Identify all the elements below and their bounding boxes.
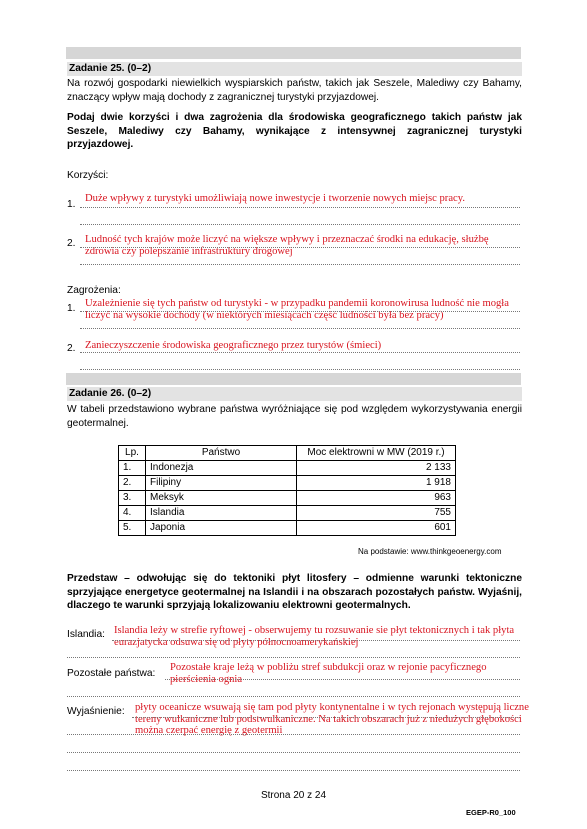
task25-instruction: Podaj dwie korzyści i dwa zagrożenia dla środowiska geograficznego takich państw jak Seszele, Malediwy czy Bahamy, wynikające z intensywnej zagranicznej turystyki przyjazdowej.: [67, 112, 522, 151]
answer-line: [80, 311, 520, 312]
benefit-2-number: 2.: [67, 238, 76, 249]
page-number: Strona 20 z 24: [260, 790, 327, 801]
task26-intro: W tabeli przedstawiono wybrane państwa wyróżniające się pod względem wykorzystywania energii geotermalnej.: [67, 404, 522, 429]
table-cell: 755: [297, 506, 456, 521]
task25-header: Zadanie 25. (0–2): [67, 62, 522, 76]
top-separator-bar: [66, 47, 521, 59]
middle-separator-bar: [66, 373, 521, 385]
answer-line: [80, 264, 520, 265]
others-answer: Pozostałe kraje leżą w pobliżu stref subdukcji oraz w rejonie pacyficznego pierścienia ognia: [170, 662, 487, 685]
table-cell: 963: [297, 491, 456, 506]
explanation-answer: płyty oceanicze wsuwają się tam pod płyty kontynentalne i w tych rejonach występują liczne tereny wulkaniczne lub podstwulkaniczne. Na takich obszarach już z niedużych głębokości można czerpać energię z geotermii: [135, 702, 529, 737]
iceland-answer: Islandia leży w strefie ryftowej - obserwujemy tu rozsuwanie sie płyt tektonicznych i tak płyta eurazjatycka odsuwa się od płyty północnoamerykańskiej: [114, 625, 515, 648]
table-cell: 5.: [119, 521, 146, 536]
table-cell: 4.: [119, 506, 146, 521]
answer-line: [67, 696, 520, 697]
explanation-label: Wyjaśnienie:: [67, 706, 125, 717]
answer-line: [80, 328, 520, 329]
table-header-cell: Państwo: [146, 446, 297, 461]
answer-line: [80, 207, 520, 208]
benefit-1-answer: Duże wpływy z turystyki umożliwiają nowe inwestycje i tworzenie nowych miejsc pracy.: [85, 193, 465, 204]
answer-line: [67, 752, 520, 753]
table-row: [119, 521, 456, 536]
exam-code: EGEP-R0_100: [466, 808, 516, 817]
table-header-cell: Lp.: [119, 446, 146, 461]
table-cell: Indonezja: [146, 461, 297, 476]
table-cell: 3.: [119, 491, 146, 506]
threat-2-number: 2.: [67, 343, 76, 354]
answer-line: [80, 247, 520, 248]
task25-intro: Na rozwój gospodarki niewielkich wyspiarskich państw, takich jak Seszele, Malediwy czy Bahamy, znaczący wpływ mają dochody z zagranicznej turystyki przyjazdowej.: [67, 78, 522, 103]
threat-2-answer: Zanieczyszczenie środowiska geograficznego przez turystów (śmieci): [85, 340, 382, 351]
benefit-1-number: 1.: [67, 199, 76, 210]
table-cell: Meksyk: [146, 491, 297, 506]
table-cell: 2 133: [297, 461, 456, 476]
threat-1-number: 1.: [67, 303, 76, 314]
threat-1-answer: Uzależnienie się tych państw od turystyki - w przypadku pandemii koronowirusa ludność nie mogła liczyć na wysokie dochody (w niektórych miesiącach część ludności była bez pracy): [85, 298, 509, 321]
answer-line: [80, 224, 520, 225]
answer-line: [80, 369, 520, 370]
table-header-row: [119, 446, 456, 461]
table-cell: 1 918: [297, 476, 456, 491]
task26-header: Zadanie 26. (0–2): [67, 387, 522, 401]
table-cell: 601: [297, 521, 456, 536]
benefit-2-answer: Ludność tych krajów może liczyć na większe wpływy i przeznaczać środki na edukację, służbę zdrowia czy polepszanie infrastruktury drogowej: [85, 234, 489, 257]
table-source: Na podstawie: www.thinkgeoenergy.com: [358, 547, 502, 556]
table-row: [119, 491, 456, 506]
table-cell: Filipiny: [146, 476, 297, 491]
table-row: [119, 506, 456, 521]
table-cell: 2.: [119, 476, 146, 491]
answer-line: [165, 679, 520, 680]
geothermal-table: [118, 445, 456, 536]
others-label: Pozostałe państwa:: [67, 668, 156, 679]
answer-line: [67, 734, 520, 735]
table-cell: Japonia: [146, 521, 297, 536]
answer-line: [112, 640, 520, 641]
answer-line: [80, 352, 520, 353]
task26-instruction: Przedstaw – odwołując się do tektoniki płyt litosfery – odmienne warunki tektoniczne sprzyjające energetyce geotermalnej na Islandii i na obszarach pozostałych państw. Wyjaśnij, dlaczego te warunki sprzyjają lokalizowaniu elektrowni geotermalnych.: [67, 573, 522, 612]
answer-line: [67, 657, 520, 658]
table-cell: Islandia: [146, 506, 297, 521]
table-row: [119, 476, 456, 491]
threats-label: Zagrożenia:: [67, 285, 121, 296]
answer-line: [132, 717, 520, 718]
iceland-label: Islandia:: [67, 629, 105, 640]
table-cell: 1.: [119, 461, 146, 476]
table-header-cell: Moc elektrowni w MW (2019 r.): [297, 446, 456, 461]
answer-line: [67, 770, 520, 771]
benefits-label: Korzyści:: [67, 170, 109, 181]
table-row: [119, 461, 456, 476]
